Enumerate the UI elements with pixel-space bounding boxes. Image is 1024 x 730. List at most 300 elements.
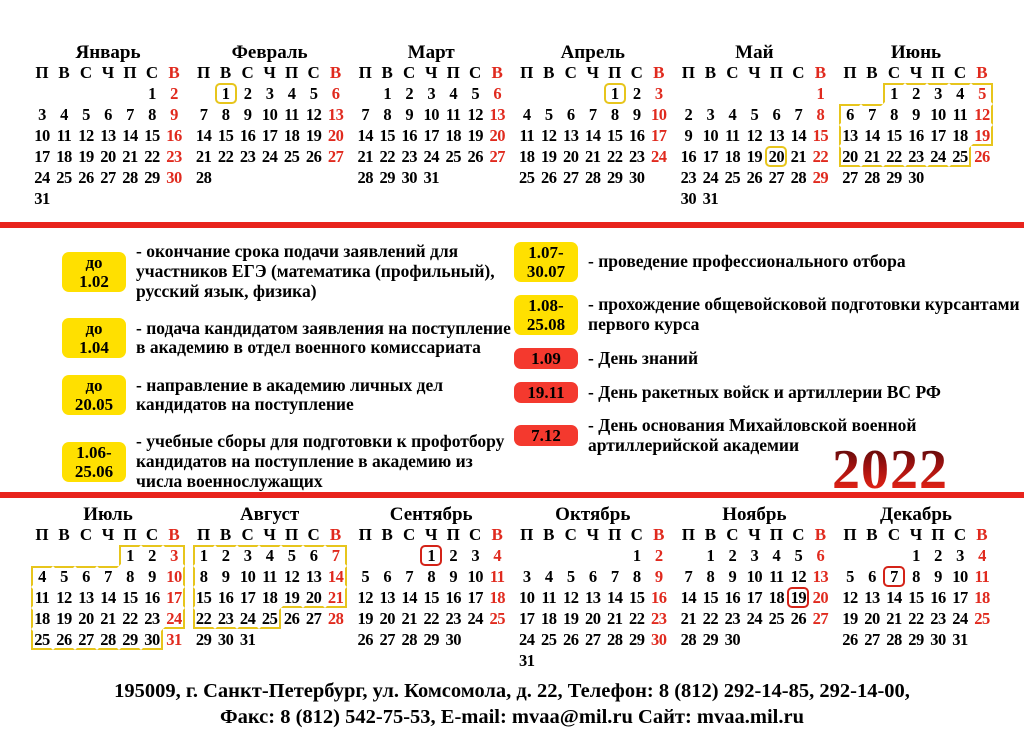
legend-date-badge [62,318,126,358]
day-cell: 19 [305,125,322,145]
day-cell: 13 [812,566,829,586]
day-cell: 23 [724,608,741,628]
day-cell: 10 [746,566,763,586]
day-cell: 28 [401,629,417,649]
day-cell: 10 [702,125,719,145]
day-cell: 27 [768,167,785,187]
day-cell: 11 [541,587,557,607]
day-cell: 6 [868,566,876,586]
day-cell: 19 [842,608,858,628]
day-cell: 15 [122,587,138,607]
day-cell: 12 [790,566,807,586]
weekday-header: С [630,525,643,544]
day-cell: 25 [519,167,535,187]
day-cell: 26 [541,167,557,187]
day-cell: 12 [563,587,579,607]
day-cell: 26 [563,629,579,649]
day-cell: 17 [467,587,483,607]
day-cell: 22 [702,608,719,628]
day-cell: 29 [423,629,439,649]
day-cell: 20 [765,146,787,167]
day-cell: 1 [912,545,920,565]
footer-address-line: 195009, г. Санкт-Петербург, ул. Комсомола, д. 22, Телефон: 8 (812) 292-14-85, 292-14-00, [114,680,910,702]
month-june [838,42,994,220]
legend-text: - День ракетных войск и артиллерии ВС РФ [588,381,941,402]
day-cell: 28 [790,167,807,187]
day-cell: 17 [952,587,968,607]
weekday-header: П [681,63,695,82]
day-cell: 13 [489,104,505,124]
day-cell: 19 [563,608,579,628]
empty-cell [560,83,582,104]
day-cell: 29 [812,167,829,187]
day-cell: 31 [423,167,439,187]
weekday-header: С [792,63,805,82]
day-cell: 16 [144,587,160,607]
weekday-header: С [79,63,93,82]
day-cell: 11 [725,125,740,145]
day-cell: 26 [283,608,300,628]
day-cell: 17 [702,146,719,166]
day-cell: 9 [221,566,230,586]
weekday-header: В [491,525,503,544]
weekday-header: П [196,525,211,544]
empty-cell [53,545,75,566]
day-cell: 24 [261,146,278,166]
day-cell: 18 [541,608,557,628]
day-cell: 12 [541,125,557,145]
day-cell: 2 [405,83,414,103]
day-cell: 5 [53,566,75,587]
day-cell: 3 [237,545,259,566]
empty-cell [75,83,97,104]
day-cell: 27 [100,167,116,187]
day-cell: 22 [379,146,395,166]
day-cell: 4 [493,545,502,565]
day-cell: 21 [357,146,373,166]
day-cell: 24 [927,146,949,167]
day-cell: 3 [427,83,436,103]
day-cell: 11 [489,566,505,586]
day-cell: 4 [544,566,553,586]
weekday-header: Ч [263,525,276,544]
legend-date-badge [514,382,578,403]
day-cell: 1 [119,545,141,566]
day-cell: 24 [519,629,535,649]
day-cell: 19 [541,146,557,166]
legend-badge-line: до [85,376,103,396]
day-cell: 12 [971,104,993,125]
day-cell: 25 [724,167,741,187]
day-cell: 8 [193,566,215,587]
day-cell: 16 [908,125,924,145]
day-cell: 11 [284,104,299,124]
day-cell: 1 [816,83,825,103]
empty-cell [97,83,119,104]
day-cell: 18 [724,146,741,166]
day-cell: 16 [629,125,645,145]
day-cell: 1 [383,83,392,103]
weekday-header-row [516,525,670,545]
day-cell: 20 [379,608,395,628]
weekday-header: Ч [101,525,115,544]
weekday-header: В [543,63,555,82]
day-cell: 10 [467,566,483,586]
legend-text: - окончание срока подачи заявлений для участников ЕГЭ (математика (профильный), русский язык, физика) [136,241,495,301]
day-cell: 15 [423,587,439,607]
day-cell: 20 [563,146,579,166]
legend-badge-line: до [85,319,103,339]
weekday-header: П [608,63,622,82]
day-cell: 14 [195,125,212,145]
day-cell: 13 [100,125,116,145]
day-cell: 8 [816,104,825,124]
weekday-header: П [769,63,783,82]
day-cell: 30 [724,629,741,649]
legend-badge-line: 1.09 [531,349,561,369]
month-days-grid [354,83,508,188]
day-cell: 1 [632,545,641,565]
day-cell: 19 [971,125,993,146]
day-cell: 7 [97,566,119,587]
day-cell: 17 [163,587,185,608]
weekday-header: П [35,63,49,82]
day-cell: 4 [772,545,781,565]
day-cell: 17 [930,125,946,145]
day-cell: 5 [82,104,90,124]
day-cell: 9 [148,566,156,586]
day-cell: 29 [144,167,160,187]
day-cell: 13 [768,125,785,145]
day-cell: 24 [163,608,185,629]
weekday-header: П [358,63,372,82]
day-cell: 4 [60,104,68,124]
empty-cell [538,545,560,566]
day-cell: 7 [883,566,905,587]
day-cell: 3 [471,545,480,565]
day-cell: 12 [746,125,763,145]
day-cell: 24 [651,146,667,166]
day-cell: 15 [379,125,395,145]
weekday-header: П [123,525,137,544]
day-cell: 15 [908,587,924,607]
day-cell: 16 [930,587,946,607]
weekday-header: С [564,525,577,544]
day-cell: 9 [405,104,414,124]
day-cell: 3 [163,545,185,566]
weekday-header-row [354,525,508,545]
month-days-grid [677,545,831,650]
day-cell: 24 [702,167,719,187]
weekday-header: С [630,63,643,82]
legend-badge-line: 1.08- [528,296,564,316]
day-cell: 15 [217,125,234,145]
empty-cell [883,545,905,566]
legend-badge-line: 1.02 [79,271,109,291]
weekday-header: Ч [263,63,276,82]
day-cell: 1 [706,545,715,565]
day-cell: 22 [629,608,645,628]
weekday-header: В [814,63,827,82]
legend-item [62,432,514,491]
weekday-header: С [469,525,482,544]
day-cell: 8 [632,566,641,586]
day-cell: 14 [100,587,116,607]
day-cell: 31 [952,629,968,649]
day-cell: 18 [31,608,53,629]
legend-badge-line: 25.08 [526,315,566,335]
day-cell: 7 [325,545,347,566]
day-cell: 23 [166,146,182,166]
weekday-header: П [769,525,783,544]
legend-item [514,295,1024,335]
empty-cell [516,83,538,104]
month-march [353,42,509,220]
weekday-header: Ч [101,63,115,82]
day-cell: 21 [401,608,417,628]
day-cell: 13 [839,125,861,146]
legend-badge-line: 1.04 [79,338,109,358]
day-cell: 27 [864,629,880,649]
weekday-header: С [792,525,805,544]
day-cell: 22 [883,146,905,167]
weekday-header: П [608,525,622,544]
day-cell: 11 [952,104,968,124]
legend-text: - День основания Михайловской военной артиллерийской академии [588,415,917,455]
day-cell: 9 [934,566,942,586]
weekday-header: П [284,525,299,544]
day-cell: 10 [34,125,50,145]
day-cell: 12 [357,587,373,607]
day-cell: 2 [905,83,927,104]
weekday-header: С [403,63,416,82]
day-cell: 6 [75,566,97,587]
day-cell: 2 [170,83,178,103]
legend-date-badge [62,375,126,415]
month-july [30,504,186,672]
day-cell: 4 [978,545,986,565]
legend-badge-line: 1.07- [528,243,564,262]
day-cell: 8 [706,566,715,586]
day-cell: 18 [56,146,72,166]
weekday-header: Ч [586,63,600,82]
day-cell: 5 [309,83,318,103]
day-cell: 12 [78,125,94,145]
day-cell: 13 [327,104,344,124]
weekday-header: П [520,525,534,544]
day-cell: 10 [930,104,946,124]
day-cell: 22 [144,146,160,166]
day-cell: 5 [846,566,854,586]
day-cell: 22 [423,608,439,628]
day-cell: 10 [163,566,185,587]
day-cell: 30 [401,167,417,187]
weekday-header-row [839,63,993,83]
day-cell: 15 [629,587,645,607]
day-cell: 28 [680,629,697,649]
month-days-grid [31,83,185,209]
legend-badge-line: до [85,252,103,272]
day-cell: 2 [141,545,163,566]
legend-badge-line: 19.11 [527,383,565,403]
empty-cell [53,83,75,104]
day-cell: 4 [259,545,281,566]
day-cell: 30 [629,167,645,187]
day-cell: 29 [629,629,645,649]
day-cell: 3 [706,104,715,124]
legend-date-badge [514,348,578,369]
day-cell: 20 [812,587,829,607]
day-cell: 16 [239,125,256,145]
weekday-header: С [307,525,320,544]
weekday-header: В [704,525,717,544]
day-cell: 26 [974,146,990,166]
month-title: Февраль [231,42,308,63]
day-cell: 22 [122,608,138,628]
day-cell: 19 [746,146,763,166]
day-cell: 23 [144,608,160,628]
day-cell: 21 [861,146,883,167]
month-days-grid [193,545,347,650]
legend-date-badge [62,442,126,482]
day-cell: 12 [842,587,858,607]
legend-badge-line: 1.06- [76,443,112,463]
legend-column-left [62,242,514,490]
day-cell: 15 [702,587,719,607]
weekday-header: С [564,63,577,82]
day-cell: 7 [588,104,597,124]
day-cell: 5 [361,566,370,586]
legend-badge-line: 7.12 [531,426,561,446]
day-cell: 12 [56,587,72,607]
legend-text: - проведение профессионального отбора [588,251,906,272]
weekday-header: В [866,63,878,82]
day-cell: 30 [930,629,946,649]
day-cell: 13 [379,587,395,607]
weekday-header: С [403,525,416,544]
day-cell: 25 [949,146,971,167]
weekday-header: П [931,525,945,544]
weekday-header: В [58,63,70,82]
day-cell: 24 [237,608,259,629]
day-cell: 3 [38,104,46,124]
empty-cell [765,83,787,104]
day-cell: 6 [588,566,597,586]
day-cell: 20 [303,587,325,608]
day-cell: 19 [787,587,809,608]
day-cell: 26 [53,629,75,650]
day-cell: 25 [445,146,461,166]
day-cell: 25 [259,608,281,629]
day-cell: 20 [100,146,116,166]
day-cell: 14 [357,125,373,145]
empty-cell [699,83,721,104]
day-cell: 4 [31,566,53,587]
day-cell: 22 [193,608,215,629]
empty-cell [560,545,582,566]
day-cell: 20 [327,125,344,145]
day-cell: 25 [541,629,557,649]
weekday-header: С [726,63,739,82]
weekday-header: В [219,525,232,544]
day-cell: 18 [768,587,785,607]
day-cell: 28 [607,629,623,649]
day-cell: 28 [864,167,880,187]
day-cell: 30 [680,188,697,208]
day-cell: 7 [405,566,414,586]
day-cell: 16 [166,125,182,145]
day-cell: 2 [449,545,458,565]
legend-section [0,230,1024,501]
legend-text: - подача кандидатом заявления на поступление в академию в отдел военного комиссариата [136,317,511,358]
weekday-header: П [446,63,460,82]
day-cell: 6 [772,104,781,124]
empty-cell [516,545,538,566]
day-cell: 29 [702,629,719,649]
day-cell: 18 [519,146,535,166]
day-cell: 5 [471,83,480,103]
day-cell: 8 [221,104,230,124]
legend-item [62,318,514,358]
weekday-header: С [145,63,159,82]
weekday-header-row [193,525,347,545]
day-cell: 23 [215,608,237,629]
day-cell: 31 [34,188,50,208]
day-cell: 9 [449,566,458,586]
legend-date-badge [514,295,578,335]
day-cell: 26 [78,167,94,187]
weekday-header: В [58,525,70,544]
day-cell: 13 [563,125,579,145]
day-cell: 29 [886,167,902,187]
month-days-grid [31,545,185,650]
day-cell: 11 [31,587,53,608]
month-title: Декабрь [879,504,952,525]
day-cell: 25 [283,146,300,166]
weekday-header: Ч [909,525,923,544]
day-cell: 10 [239,566,256,586]
day-cell: 19 [357,608,373,628]
day-cell: 2 [215,545,237,566]
day-cell: 8 [912,566,920,586]
weekday-header: В [814,525,827,544]
day-cell: 9 [632,104,641,124]
empty-cell [604,545,626,566]
day-cell: 24 [34,167,50,187]
month-days-grid [516,83,670,188]
divider-bar-top [0,222,1024,228]
weekday-header: В [976,63,988,82]
day-cell: 2 [728,545,737,565]
weekday-header: Ч [424,525,438,544]
month-title: Октябрь [555,504,631,525]
footer-fax-email-line: Факс: 8 (812) 542-75-53, E-mail: mvaa@mil.ru Сайт: mvaa.mil.ru [220,706,804,728]
day-cell: 13 [305,566,322,586]
month-title: Май [735,42,774,63]
month-days-grid [677,83,831,209]
day-cell: 18 [974,587,990,607]
day-cell: 28 [886,629,902,649]
day-cell: 28 [327,608,344,628]
day-cell: 15 [193,587,215,608]
day-cell: 10 [261,104,278,124]
day-cell: 11 [262,566,277,586]
weekday-header-row [677,525,831,545]
month-title: Август [239,504,300,525]
empty-cell [538,83,560,104]
contact-footer [0,672,1024,730]
day-cell: 22 [812,146,829,166]
